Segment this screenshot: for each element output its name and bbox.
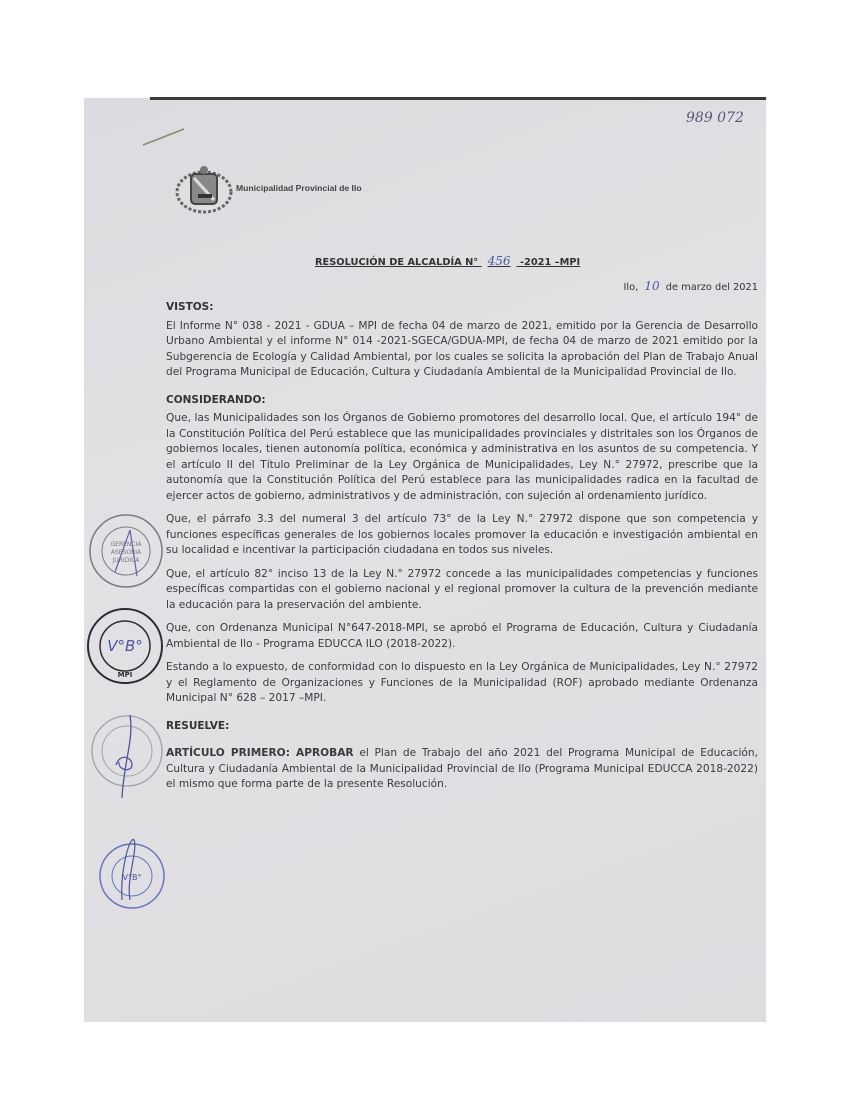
title-suffix: -2021 –MPI: [519, 257, 581, 268]
urban-environmental-vobo-stamp: [86, 605, 164, 687]
legal-advisory-stamp: [88, 510, 164, 592]
considerando-paragraph: Que, con Ordenanza Municipal N°647-2018-MPI, se aprobó el Programa de Educación, Cultura y Ciudadanía Ambiental de Ilo - Programa EDUCCA ILO (2018-2022).: [166, 622, 758, 650]
institution-name: Municipalidad Provincial de Ilo: [236, 183, 362, 193]
considerando-paragraph: Que, el párrafo 3.3 del numeral 3 del artículo 73° de la Ley N.° 27972 dispone que son competencia y funciones específicas generales de los gobiernos locales promover la educación e investigación ambiental en su localidad e incentivar la participación ciudadana en todos sus niveles.: [166, 513, 758, 556]
document-body: [166, 300, 758, 801]
resuelve-heading: RESUELVE:: [166, 719, 230, 732]
considerando-paragraph: Que, el artículo 82° inciso 13 de la Ley N.° 27972 concede a las municipalidades competencias y funciones específicas compartidas con el gobierno nacional y el regional promover la cultura de la prevención mediante la educación para la preservación del ambiente.: [166, 567, 758, 611]
svg-text:V°B°: V°B°: [122, 873, 142, 882]
title-prefix: RESOLUCIÓN DE ALCALDÍA N°: [315, 257, 479, 268]
date-city: Ilo,: [623, 282, 639, 293]
article-primero: [166, 746, 758, 793]
svg-text:ASESORIA: ASESORIA: [110, 549, 142, 556]
considerando-heading: CONSIDERANDO:: [166, 393, 266, 406]
considerando-paragraph: Que, las Municipalidades son los Órganos de Gobierno promotores del desarrollo local. Que, el artículo 194° de la Constitución Política del Perú establece que las municipalidades provinciales y distritales son los Órganos de gobiernos locales, tienen autonomía política, económica y administrativa en los asuntos de su competencia. Y el artículo II del Título Preliminar de la Ley Orgánica de Municipalidades, Ley N.° 27972, prescribe que la autonomía que la Constitución Política del Perú establece para las municipalidades radica en la facultad de ejercer actos de gobierno, administrativos y de administración, con sujeción al ordenamiento jurídico.: [166, 412, 758, 502]
pen-mark: [140, 125, 190, 150]
vistos-heading: VISTOS:: [166, 301, 214, 313]
folio-number: 989 072: [686, 110, 744, 126]
svg-text:GERENCIA: GERENCIA: [110, 541, 142, 548]
considerando-paragraph: Estando a lo expuesto, de conformidad con lo dispuesto en la Ley Orgánica de Municipalidades, Ley N.° 27972 y el Reglamento de Organizaciones y Funciones de la Municipalidad (ROF) aprobado mediante Ordenanza Municipal N° 628 – 2017 –MPI.: [166, 661, 758, 704]
svg-text:V°B°: V°B°: [107, 637, 143, 655]
date-line: [624, 278, 758, 296]
page-edge-shadow: [150, 97, 766, 100]
svg-text:JURIDICA: JURIDICA: [112, 557, 140, 564]
title-number: 456: [487, 254, 511, 268]
date-day: 10: [644, 279, 660, 293]
article-label: ARTÍCULO PRIMERO: APROBAR: [166, 747, 354, 759]
date-rest: de marzo del 2021: [665, 282, 758, 293]
municipal-coat-of-arms-logo: [174, 164, 234, 216]
svg-text:MPI: MPI: [117, 671, 133, 679]
article-text: el Plan de Trabajo del año 2021 del Programa Municipal de Educación, Cultura y Ciudadanía Ambiental de la Municipalidad Provincial de Ilo (Programa Municipal EDUCCA 2018-2022) el mismo que forma parte de la presente Resolución.: [166, 747, 758, 790]
municipal-management-vobo-stamp: [96, 830, 166, 910]
resolution-title: [315, 253, 580, 271]
vistos-text: El Informe N° 038 - 2021 - GDUA – MPI de fecha 04 de marzo de 2021, emitido por la Gerencia de Desarrollo Urbano Ambiental y el informe N° 014 -2021-SGECA/GDUA-MPI, de fecha 04 de marzo de 2021 emitido por la Subgerencia de Ecología y Calidad Ambiental, por los cuales se solicita la aprobación del Plan de Trabajo Anual del Programa Municipal de Educación, Cultura y Ciudadanía Ambiental de la Municipalidad Provincial de Ilo.: [166, 319, 758, 378]
ecology-signature-stamp: [90, 710, 164, 800]
